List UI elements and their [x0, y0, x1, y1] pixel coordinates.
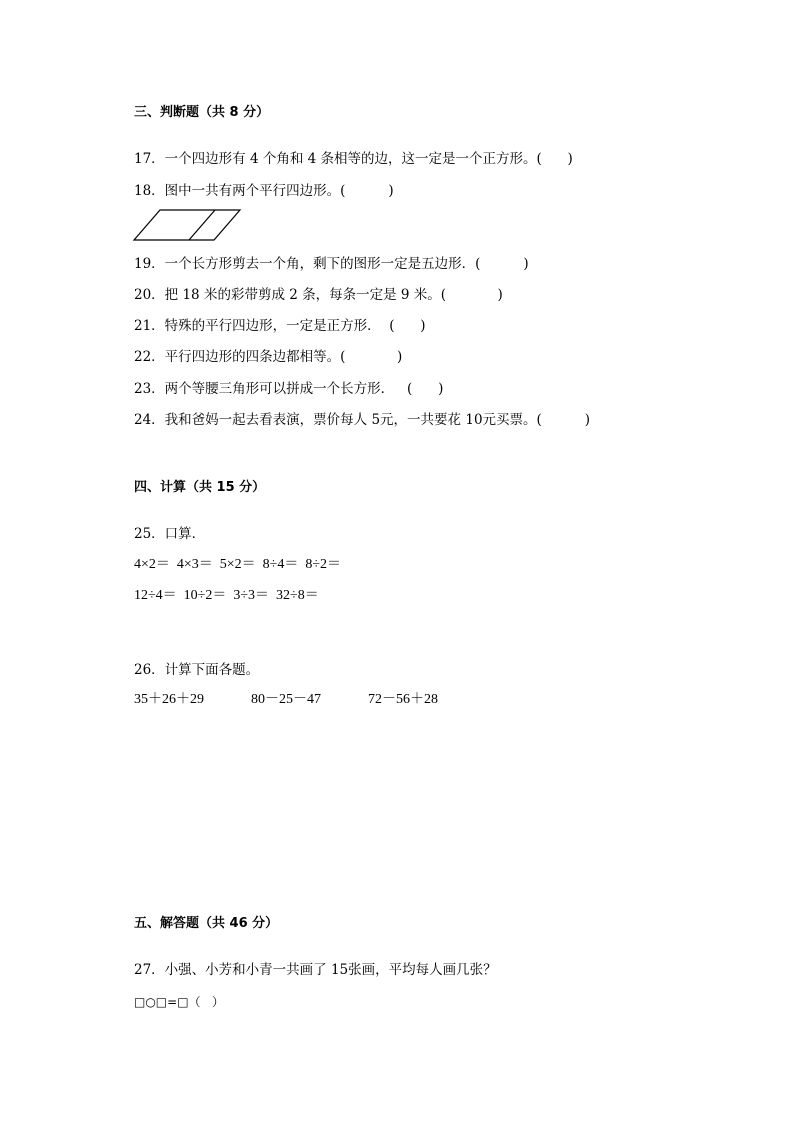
- question-21: 21．特殊的平行四边形，一定是正方形． ( ): [134, 318, 426, 334]
- calc-expression-3: 72－56＋28: [368, 692, 438, 707]
- oral-calc-row-1: 4×2＝ 4×3＝ 5×2＝ 8÷4＝ 8÷2＝: [134, 557, 342, 572]
- oral-calc-row-2: 12÷4＝ 10÷2＝ 3÷3＝ 32÷8＝: [134, 588, 319, 603]
- question-17: 17．一个四边形有 4 个角和 4 条相等的边，这一定是一个正方形。( ): [134, 151, 573, 167]
- section-3-heading: 三、判断题（共 8 分）: [134, 105, 270, 120]
- calc-row: [134, 692, 534, 710]
- question-18: 18．图中一共有两个平行四边形。( ): [134, 183, 394, 199]
- question-27: 27．小强、小芳和小青一共画了 15张画，平均每人画几张？: [134, 962, 497, 978]
- question-22: 22．平行四边形的四条边都相等。( ): [134, 349, 403, 365]
- question-23: 23．两个等腰三角形可以拼成一个长方形． ( ): [134, 381, 444, 397]
- parallelogram-figure: [132, 208, 242, 242]
- question-25: 25．口算．: [134, 526, 206, 542]
- question-24: 24．我和爸妈一起去看表演，票价每人 5元，一共要花 10元买票。( ): [134, 412, 590, 428]
- question-20: 20．把 18 米的彩带剪成 2 条，每条一定是 9 米。( ): [134, 287, 503, 303]
- calc-expression-2: 80－25－47: [251, 692, 321, 707]
- section-5-heading: 五、解答题（共 46 分）: [134, 916, 279, 931]
- question-19: 19．一个长方形剪去一个角，剩下的图形一定是五边形．( ): [134, 256, 529, 272]
- calc-expression-1: 35＋26＋29: [134, 692, 204, 707]
- question-27-answer: □○□=□（ ）: [134, 995, 224, 1009]
- question-26: 26．计算下面各题。: [134, 662, 260, 678]
- section-4-heading: 四、计算（共 15 分）: [134, 480, 266, 495]
